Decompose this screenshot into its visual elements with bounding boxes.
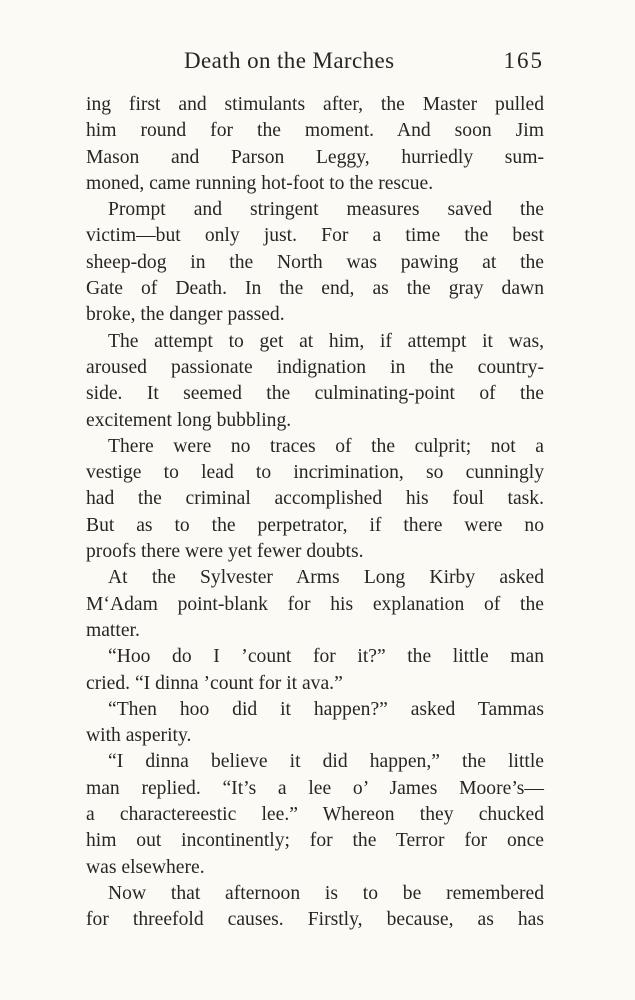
body-text: [86, 92, 544, 934]
paragraph: [86, 434, 544, 565]
text-line: vestige to lead to incrimination, so cunningly: [86, 462, 544, 484]
text-line: a charactereestic lee.” Whereon they chucked: [86, 804, 544, 826]
paragraph: [86, 565, 544, 644]
text-line: broke, the danger passed.: [86, 304, 285, 326]
paragraph: [86, 197, 544, 328]
text-line: had the criminal accomplished his foul task.: [86, 488, 544, 510]
text-line: side. It seemed the culminating-point of the: [86, 383, 544, 405]
page-number: 165: [503, 48, 544, 73]
text-line: for threefold causes. Firstly, because, as has: [86, 909, 544, 931]
text-line: proofs there were yet fewer doubts.: [86, 541, 364, 563]
text-line: “Then hoo did it happen?” asked Tammas: [108, 698, 544, 720]
paragraph: [86, 697, 544, 750]
paragraph: [86, 644, 544, 697]
paragraph: [86, 749, 544, 880]
text-line: But as to the perpetrator, if there were no: [86, 514, 544, 536]
text-line: matter.: [86, 619, 140, 641]
text-line: him round for the moment. And soon Jim: [86, 120, 544, 142]
text-line: M‘Adam point-blank for his explanation of the: [86, 593, 544, 615]
text-line: Mason and Parson Leggy, hurriedly sum-: [86, 146, 544, 168]
running-title: Death on the Marches: [184, 48, 395, 73]
paragraph: [86, 881, 544, 934]
text-line: with asperity.: [86, 725, 192, 747]
text-line: cried. “I dinna ’count for it ava.”: [86, 672, 343, 694]
text-line: “Hoo do I ’count for it?” the little man: [108, 646, 544, 668]
text-line: aroused passionate indignation in the country-: [86, 356, 544, 378]
text-line: At the Sylvester Arms Long Kirby asked: [108, 567, 544, 589]
paragraph: [86, 92, 544, 197]
text-line: ing first and stimulants after, the Master pulled: [86, 94, 544, 115]
text-line: Now that afternoon is to be remembered: [108, 882, 544, 904]
text-line: man replied. “It’s a lee o’ James Moore’s—: [86, 777, 544, 799]
text-line: was elsewhere.: [86, 856, 205, 878]
text-line: The attempt to get at him, if attempt it was,: [108, 330, 544, 352]
text-line: Gate of Death. In the end, as the gray dawn: [86, 278, 544, 300]
text-line: sheep-dog in the North was pawing at the: [86, 251, 544, 273]
paragraph: [86, 329, 544, 434]
text-line: victim—but only just. For a time the best: [86, 225, 544, 247]
text-line: “I dinna believe it did happen,” the little: [108, 751, 544, 773]
text-line: excitement long bubbling.: [86, 409, 292, 431]
text-line: There were no traces of the culprit; not a: [108, 435, 544, 457]
text-line: moned, came running hot-foot to the rescue.: [86, 172, 434, 194]
text-line: Prompt and stringent measures saved the: [108, 199, 544, 221]
running-head: [86, 44, 546, 78]
text-line: him out incontinently; for the Terror for once: [86, 830, 544, 852]
